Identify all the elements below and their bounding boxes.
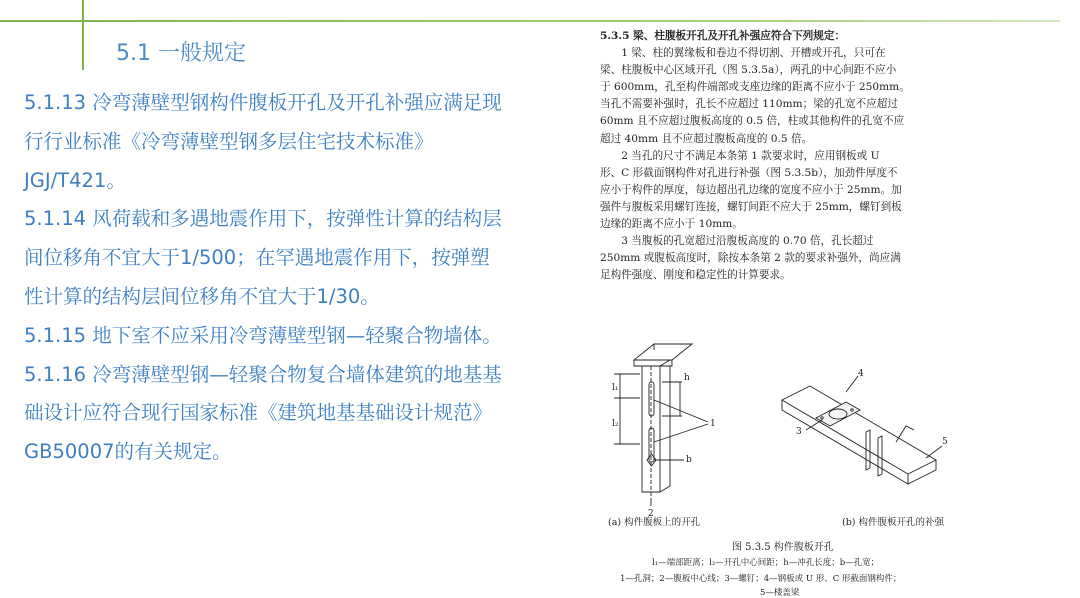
clause-line: 5.1.13 冷弯薄壁型钢构件腹板开孔及开孔补强应满足现 (24, 91, 502, 114)
standard-excerpt (600, 28, 966, 284)
label-l2: l₂ (612, 419, 619, 429)
figure-title: 图 5.3.5 构件腹板开孔 (732, 542, 834, 553)
figure-legend-line: 5—楼盖梁 (760, 588, 800, 598)
label-1: 1 (710, 419, 716, 429)
excerpt-line: 强件与腹板采用螺钉连接，螺钉间距不应大于 25mm，螺钉到板 (600, 200, 902, 213)
clause-line: 性计算的结构层间位移角不宜大于1/30。 (24, 284, 380, 308)
clause-line: 5.1.15 地下室不应采用冷弯薄壁型钢—轻聚合物墙体。 (24, 323, 502, 347)
clause-line: GB50007的有关规定。 (24, 440, 232, 464)
figure-legend-line: l₁—端部距离；l₂—开孔中心间距；h—冲孔长度；b—孔宽； (652, 558, 880, 568)
excerpt-line: 于 600mm，孔至构件端部或支座边缘的距离不应小于 250mm。 (600, 81, 910, 94)
clause-line: JGJ/T421。 (24, 168, 126, 192)
excerpt-line: 超过 40mm 且不应超过腹板高度的 0.5 倍。 (600, 132, 813, 145)
excerpt-item-1 (600, 45, 966, 148)
clause-line: 5.1.14 风荷载和多遇地震作用下，按弹性计算的结构层 (24, 207, 502, 231)
excerpt-line: 2 当孔的尺寸不满足本条第 1 款要求时，应用钢板或 U (621, 149, 880, 162)
label-b: b (686, 455, 692, 465)
clause-line: 行行业标准《冷弯薄壁型钢多层住宅技术标准》 (24, 129, 434, 153)
caption-a: (a) 构件腹板上的开孔 (608, 517, 701, 528)
excerpt-line: 应小于构件的厚度，每边超出孔边缘的宽度不应小于 25mm。加 (600, 183, 902, 196)
label-4: 4 (858, 369, 864, 379)
section-title: 5.1 一般规定 (116, 41, 246, 66)
top-rule (0, 20, 1060, 22)
excerpt-line: 3 当腹板的孔宽超过沿腹板高度的 0.70 倍，孔长超过 (621, 235, 874, 248)
label-5: 5 (942, 437, 948, 447)
clause-5-1-14 (24, 200, 572, 316)
clause-line: 础设计应符合现行国家标准《建筑地基基础设计规范》 (24, 401, 493, 425)
clause-5-1-13 (24, 84, 572, 200)
excerpt-item-3 (600, 233, 966, 284)
excerpt-line: 250mm 或腹板高度时，除按本条第 2 款的要求补强外，尚应满 (600, 252, 901, 265)
label-3: 3 (796, 427, 802, 437)
clause-5-1-15 (24, 317, 572, 356)
label-l1: l₁ (612, 383, 619, 393)
beam-drawing (782, 376, 942, 484)
caption-b: (b) 构件腹板开孔的补强 (842, 517, 945, 528)
label-h: h (684, 373, 690, 383)
excerpt-line: 当孔不需要补强时，孔长不应超过 110mm；梁的孔宽不应超过 (600, 98, 898, 111)
label-2: 2 (648, 509, 654, 519)
excerpt-line: 边缘的距离不应小于 10mm。 (600, 218, 743, 231)
excerpt-line: 形、C 形截面钢构件对孔进行补强（图 5.3.5b），加劲件厚度不 (600, 166, 898, 179)
excerpt-heading: 5.3.5 梁、柱腹板开孔及开孔补强应符合下列规定： (600, 30, 846, 42)
clause-line: 间位移角不宜大于1/500；在罕遇地震作用下，按弹塑 (24, 246, 490, 270)
column-drawing (614, 344, 708, 506)
excerpt-line: 60mm 且不应超过腹板高度的 0.5 倍，柱或其他构件的孔宽不应 (600, 115, 905, 128)
figure-legend-line: 1—孔洞；2—腹板中心线；3—螺钉；4—钢板或 U 形、C 形截面钢构件； (620, 574, 902, 584)
excerpt-line: 足构件强度、刚度和稳定性的计算要求。 (600, 269, 791, 282)
left-body (24, 84, 572, 472)
excerpt-line: 1 梁、柱的翼缘板和卷边不得切割、开槽或开孔，只可在 (621, 47, 886, 60)
clause-line: 5.1.16 冷弯薄壁型钢—轻聚合物复合墙体建筑的地基基 (24, 362, 502, 386)
corner-rule (82, 0, 84, 70)
clause-5-1-16 (24, 356, 572, 472)
excerpt-line: 梁、柱腹板中心区域开孔（图 5.3.5a），两孔的中心间距不应小 (600, 64, 897, 77)
excerpt-item-2 (600, 148, 966, 233)
